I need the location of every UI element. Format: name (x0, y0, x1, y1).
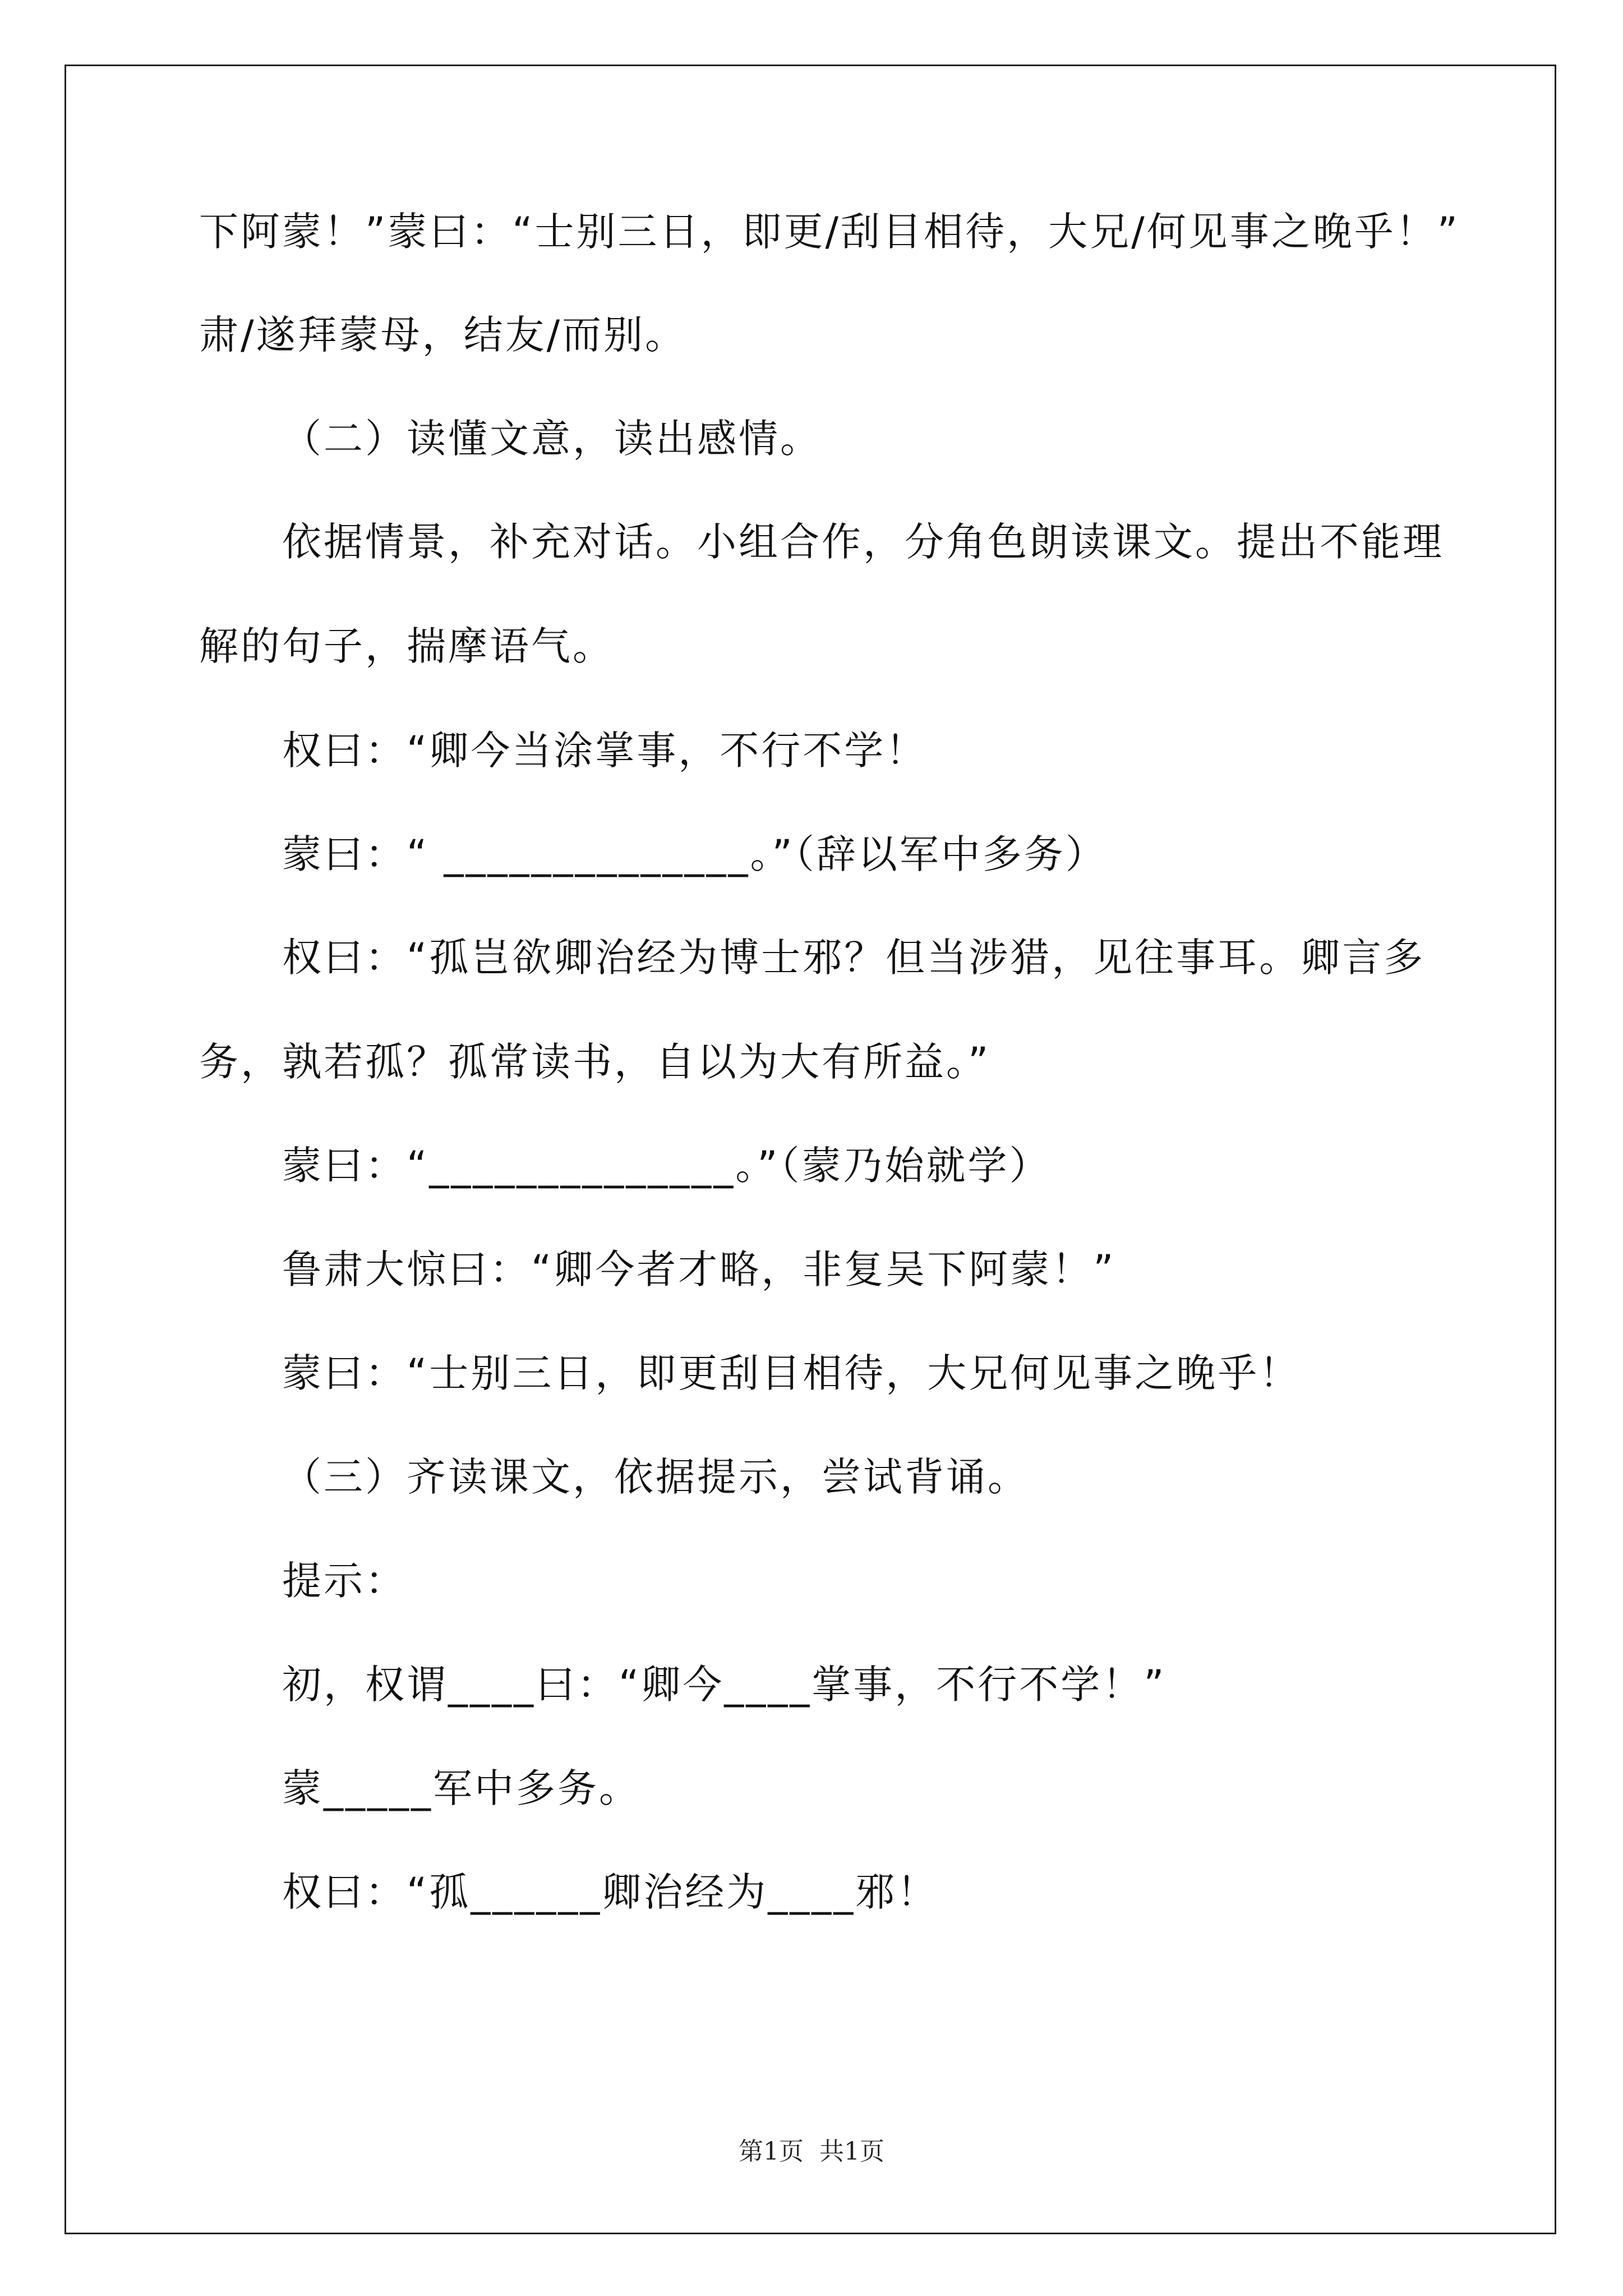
section-heading: （二）读懂文意，读出感情。 (282, 416, 822, 462)
fill-in-line: 蒙_____军中多务。 (282, 1765, 640, 1811)
dialogue-line: 蒙曰：“ ______________。”（辞以军中多务） (282, 831, 1107, 877)
text-line: 肃/遂拜蒙母，结友/而别。 (199, 312, 687, 358)
page-total: 共1页 (819, 2137, 884, 2166)
text-line: 解的句子，揣摩语气。 (199, 623, 614, 669)
fill-in-line: 初，权谓____曰：“卿今____掌事，不行不学！” (282, 1662, 1166, 1708)
dialogue-line: 权曰：“卿今当涂掌事，不行不学！ (282, 728, 928, 774)
text-line: 依据情景，补充对话。小组合作，分角色朗读课文。提出不能理 (282, 519, 1444, 565)
page-number: 第1页 (739, 2137, 804, 2166)
dialogue-line: 蒙曰：“______________。”（蒙乃始就学） (282, 1143, 1051, 1189)
fill-in-line: 权曰：“孤______卿治经为____邪！ (282, 1869, 939, 1915)
text-line: 下阿蒙！”蒙曰：“士别三日，即更/刮目相待，大兄/何见事之晚乎！” (199, 209, 1460, 255)
text-line: 提示： (282, 1558, 407, 1604)
dialogue-line: 鲁肃大惊曰：“卿今者才略，非复吴下阿蒙！” (282, 1246, 1116, 1292)
section-heading: （三）齐读课文，依据提示，尝试背诵。 (282, 1454, 1029, 1500)
dialogue-line: 务，孰若孤？孤常读书，自以为大有所益。” (199, 1039, 991, 1085)
page-footer (0, 2135, 1623, 2169)
dialogue-line: 蒙曰：“士别三日，即更刮目相待，大兄何见事之晚乎！ (282, 1350, 1301, 1396)
dialogue-line: 权曰：“孤岂欲卿治经为博士邪？但当涉猎，见往事耳。卿言多 (282, 935, 1426, 981)
